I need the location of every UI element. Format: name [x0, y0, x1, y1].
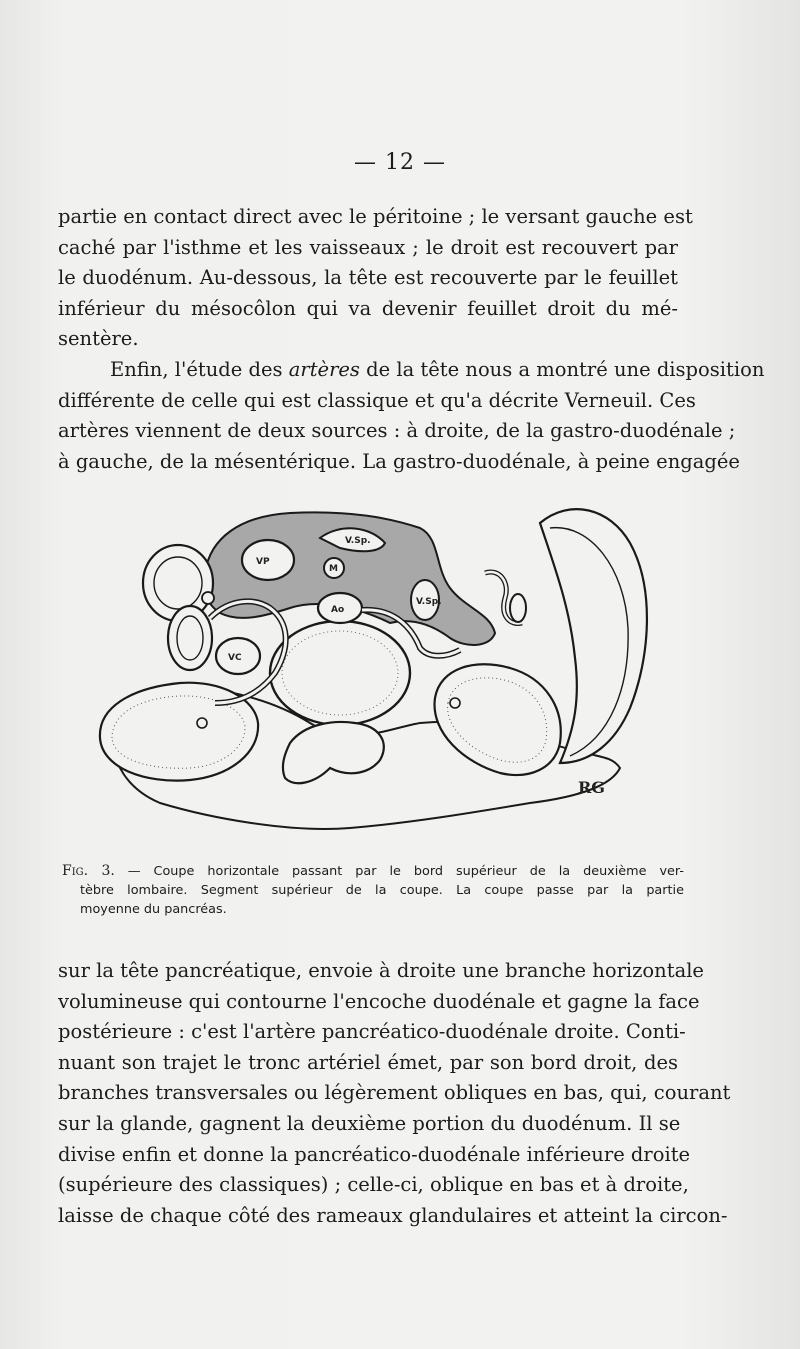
- text-line: sur la tête pancréatique, envoie à droite une branche horizontale: [58, 959, 704, 982]
- caption-line-2: tèbre lombaire. Segment supérieur de la coupe. La coupe passe par la partie: [80, 883, 684, 898]
- text-line: inférieur du mésocôlon qui va devenir feuillet droit du mé-: [58, 296, 678, 320]
- top-text-block: [58, 202, 765, 477]
- page-number: — 12 —: [354, 150, 446, 175]
- text-run: Enfin, l'étude des: [110, 357, 289, 381]
- figure-signature: RG: [578, 778, 605, 797]
- text-line: postérieure : c'est l'artère pancréatico-duodénale droite. Conti-: [58, 1020, 686, 1044]
- text-line: branches transversales ou légèrement obliques en bas, qui, courant: [58, 1081, 731, 1105]
- bottom-text-block: [58, 956, 731, 1231]
- label-vsp-right: V.Sp.: [416, 597, 442, 607]
- caption-line-3: moyenne du pancréas.: [80, 902, 227, 917]
- text-line: volumineuse qui contourne l'encoche duodénale et gagne la face: [58, 989, 700, 1013]
- text-line: artères viennent de deux sources : à droite, de la gastro-duodénale ;: [58, 419, 736, 443]
- anatomical-section-drawing: [90, 498, 670, 848]
- anatomical-figure: [90, 498, 670, 848]
- figure-caption: [62, 862, 684, 919]
- label-m: M: [329, 564, 338, 574]
- text-line: sentère.: [58, 327, 139, 351]
- text-line: à gauche, de la mésentérique. La gastro-duodénale, à peine engagée: [58, 449, 740, 473]
- text-line: divise enfin et donne la pancréatico-duodénale inférieure droite: [58, 1142, 691, 1166]
- text-run: de la tête nous a montré une disposition: [359, 357, 765, 381]
- label-vc: VC: [228, 653, 242, 663]
- text-line: (supérieure des classiques) ; celle-ci, oblique en bas et à droite,: [58, 1173, 689, 1197]
- text-line: différente de celle qui est classique et qu'a décrite Verneuil. Ces: [58, 388, 696, 412]
- caption-text: — Coupe horizontale passant par le bord supérieur de la deuxième ver-: [114, 864, 684, 879]
- vertebral-body: [270, 621, 410, 725]
- emphasis-arteres: artères: [288, 357, 360, 381]
- text-line: nuant son trajet le tronc artériel émet, par son bord droit, des: [58, 1050, 678, 1074]
- label-vsp-top: V.Sp.: [345, 536, 371, 546]
- label-vp: VP: [256, 557, 270, 567]
- figure-reference: Fig. 3.: [62, 863, 115, 879]
- text-line: le duodénum. Au-dessous, la tête est recouverte par le feuillet: [58, 266, 678, 290]
- label-ao: Ao: [331, 605, 345, 615]
- text-line: sur la glande, gagnent la deuxième portion du duodénum. Il se: [58, 1111, 681, 1135]
- text-line: laisse de chaque côté des rameaux glandulaires et atteint la circon-: [58, 1203, 728, 1227]
- paragraph-2-first-line: [58, 355, 765, 386]
- caption-line-1: [62, 862, 684, 881]
- text-line: partie en contact direct avec le péritoine ; le versant gauche est: [58, 205, 693, 228]
- text-line: caché par l'isthme et les vaisseaux ; le droit est recouvert par: [58, 235, 678, 259]
- left-kidney: [100, 683, 258, 781]
